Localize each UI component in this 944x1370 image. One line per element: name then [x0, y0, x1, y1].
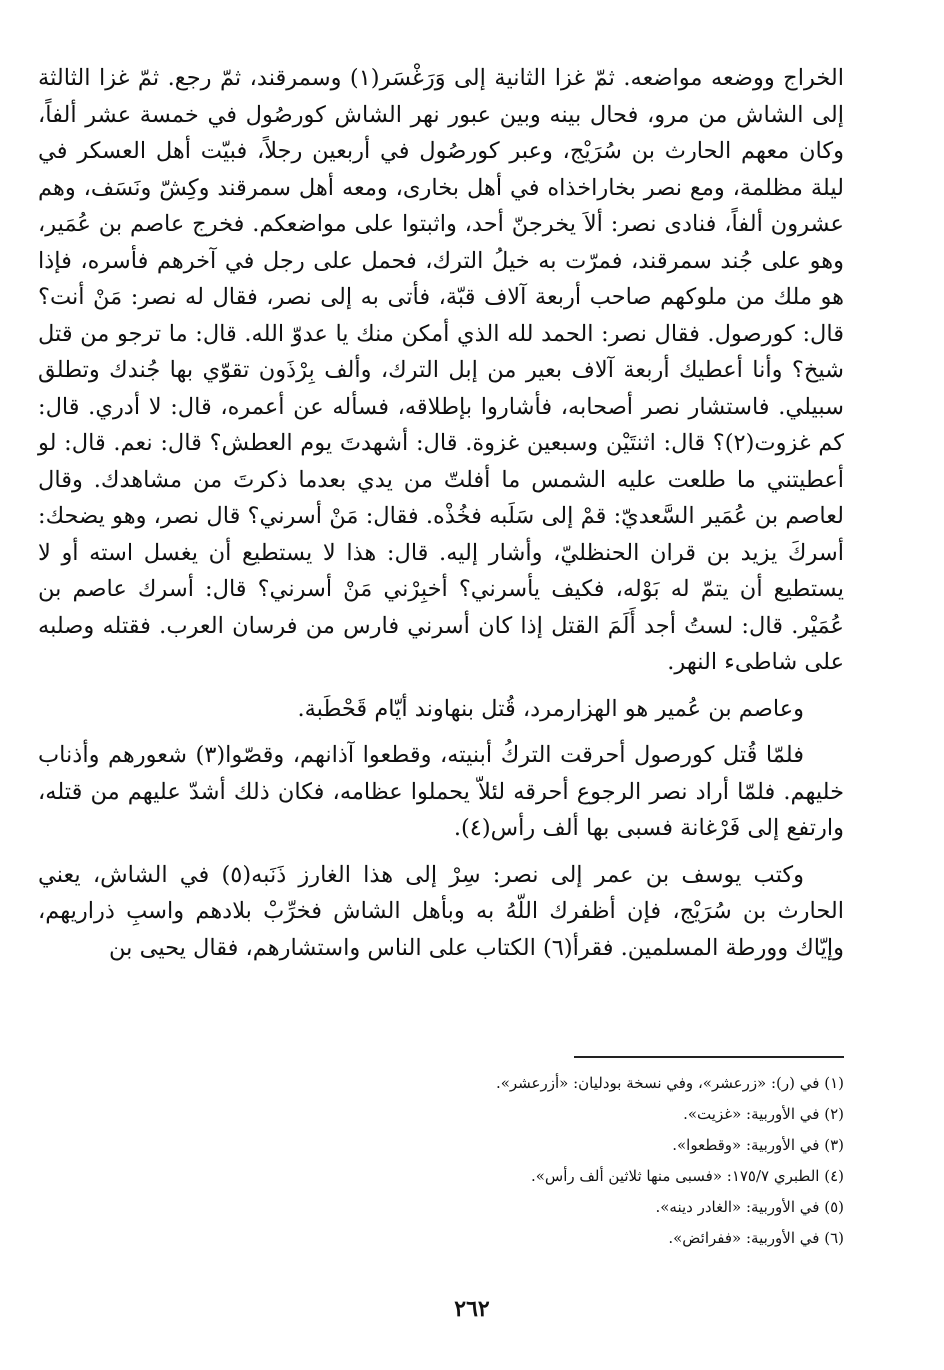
paragraph: وعاصم بن عُمير هو الهزارمرد، قُتل بنهاوند أيّام قَحْطَبة. [297, 695, 804, 722]
footnote: (٣) في الأوربية: «وقطعوا». [672, 1136, 844, 1154]
paragraph: وكتب يوسف بن عمر إلى نصر: سِرْ إلى هذا الغارز ذَنَبه(٥) في الشاش، يعني الحارث بن سُرَيْج، فإن أظفرك اللّهُ به وبأهل الشاش فخرِّبْ بلادهم واسبِ ذراريهم، وإيّاك وورطة المسلمين. فقرأ(٦) الكتاب على الناس واستشارهم، فقال يحيى بن [38, 861, 844, 961]
page-number: ٢٦٢ [454, 1296, 490, 1322]
footnote: (٤) الطبري ١٧٥/٧: «فسبى منها ثلاثين ألف رأس». [530, 1167, 844, 1185]
footnote-divider [574, 1056, 844, 1058]
paragraph: فلمّا قُتل كورصول أحرقت التركُ أبنيته، وقطعوا آذانهم، وقصّوا(٣) شعورهم وأذناب خليهم. فلمّا أراد نصر الرجوع أحرقه لئلاّ يحملوا عظامه، فكان ذلك أشدّ عليهم من قتله، وارتفع إلى فَرْغانة فسبى بها ألف رأس(٤). [38, 742, 844, 841]
footnote: (١) في (ر): «زرعشر»، وفي نسخة بودليان: «أزرعشر». [495, 1074, 844, 1092]
footnotes [244, 1068, 844, 1254]
footnote: (٦) في الأوربية: «ففرائض». [668, 1229, 844, 1247]
main-text [38, 60, 844, 966]
footnote: (٥) في الأوربية: «الغادر دينه». [655, 1198, 844, 1216]
paragraph: الخراج ووضعه مواضعه. ثمّ غزا الثانية إلى وَرَغْسَر(١) وسمرقند، ثمّ رجع. ثمّ غزا الثالثة إلى الشاش من مرو، فحال بينه وبين عبور نهر الشاش كورصُول في خمسة عشر ألفاً، وكان معهم الحارث بن سُرَيْج، وعبر كورصُول في أربعين رجلاً، فبيّت أهل العسكر في ليلة مظلمة، ومع نصر بخاراخذاه في أهل بخارى، ومعه أهل سمرقند وكِشّ ونَسَف، وهم عشرون ألفاً، فنادى نصر: ألاَ يخرجنّ أحد، واثبتوا على مواضعكم. فخرج عاصم بن عُمَير، وهو على جُند سمرقند، فمرّت به خيلُ الترك، فحمل على رجل في آخرهم فأسره، فإذا هو ملك من ملوكهم صاحب أربعة آلاف قبّة، فأتى به إلى نصر، فقال له نصر: مَنْ أنت؟ قال: كورصول. فقال نصر: الحمد لله الذي أمكن منك يا عدوّ الله. قال: ما ترجو من قتل شيخ؟ وأنا أعطيك أربعة آلاف بعير من إبل الترك، وألف بِرْذَون تقوّي بها جُندك وتطلق سبيلي. فاستشار نصر أصحابه، فأشاروا بإطلاقه، فسأله عن أعمره، قال: لا أدري. قال: كم غزوت(٢)؟ قال: اثنتَيْن وسبعين غزوة. قال: أشهدتَ يوم العطش؟ قال: نعم. قال: لو أعطيتني ما طلعت عليه الشمس ما أفلتّ من يدي بعدما ذكرتَ من مشاهدك. وقال لعاصم بن عُمَير السَّعديّ: قمْ إلى سَلَبه فخُذْه. فقال: مَنْ أسرني؟ قال نصر، وهو يضحك: أسركَ يزيد بن قران الحنظليّ، وأشار إليه. قال: هذا لا يستطيع أن يغسل استه أو لا يستطيع أن يتمّ له بَوْله، فكيف يأسرني؟ أخبِرْني مَنْ أسرني؟ قال: أسرك عاصم بن عُمَيْر. قال: لستُ أجد أَلَمَ القتل إذا كان أسرني فارس من فرسان العرب. فقتله وصلبه على شاطىء النهر. [38, 65, 844, 675]
footnote: (٢) في الأوربية: «غزيت». [683, 1105, 844, 1123]
